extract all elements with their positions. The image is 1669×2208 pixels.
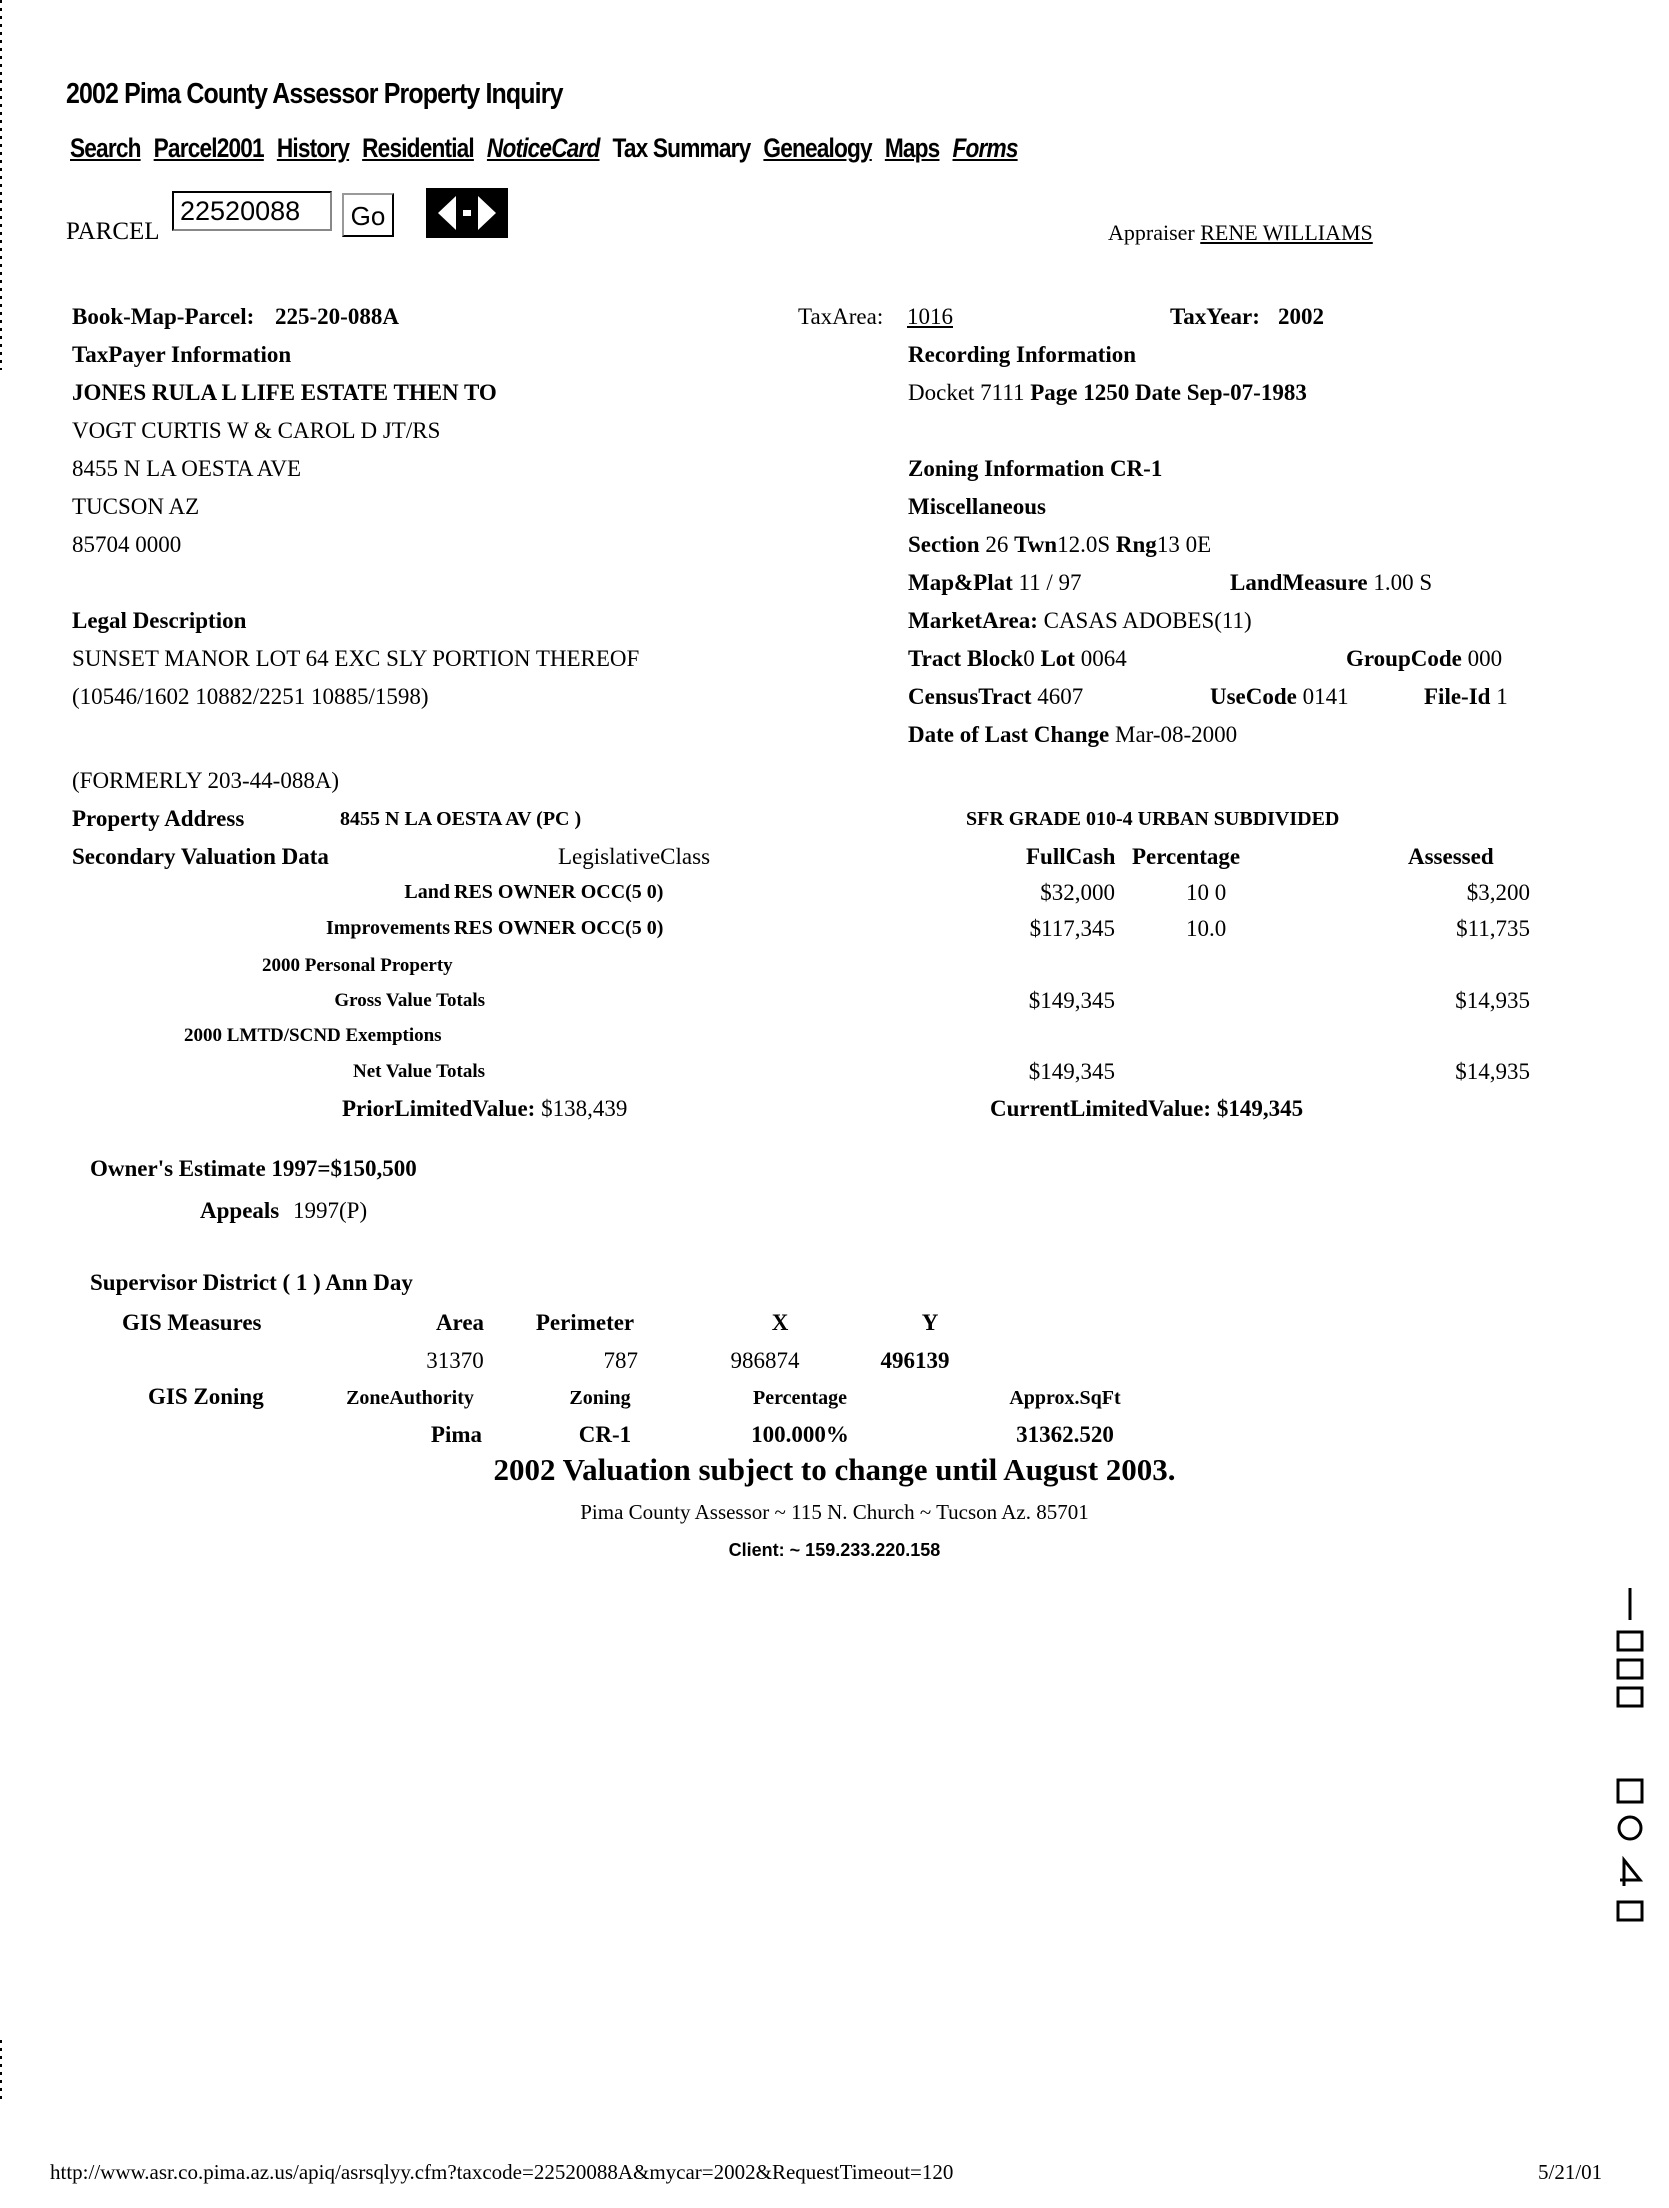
scan-stamp [1600, 1580, 1660, 1950]
censustract-line [908, 684, 1083, 710]
appraiser-name[interactable]: RENE WILLIAMS [1200, 220, 1373, 245]
taxyear-label: TaxYear: [1170, 304, 1260, 329]
gis-x-value: 986874 [730, 1348, 800, 1373]
groupcode-line [1346, 646, 1502, 672]
current-limited-line [990, 1096, 1303, 1122]
landmeasure-line [1230, 570, 1432, 596]
legal-line: (FORMERLY 203-44-088A) [72, 768, 340, 793]
appraiser-label: Appraiser [1108, 220, 1195, 245]
net-assessed: $14,935 [1455, 1059, 1530, 1084]
supervisor-district: Supervisor District ( 1 ) Ann Day [90, 1270, 413, 1295]
landmeasure-label: LandMeasure [1230, 570, 1368, 595]
lot-value: 0064 [1080, 646, 1127, 671]
section-line [908, 532, 1211, 558]
landmeasure-value: 1.00 S [1373, 570, 1433, 595]
current-limited-value: $149,345 [1216, 1096, 1304, 1121]
improvements-label: Improvements [325, 917, 450, 939]
scan-edge-mark [0, 2040, 2, 2100]
taxpayer-line: 85704 0000 [72, 532, 182, 557]
stamp-digit-icon [1618, 1588, 1642, 1920]
valuation-heading: Secondary Valuation Data [72, 844, 329, 869]
legal-line: (10546/1602 10882/2251 10885/1598) [72, 684, 429, 709]
gis-y-value: 496139 [880, 1348, 950, 1373]
gross-fullcash: $149,345 [1028, 988, 1115, 1013]
land-label: Land [404, 881, 450, 903]
gis-area-header: Area [435, 1310, 485, 1335]
docket-label: Docket [908, 380, 975, 405]
page-label: Page [1030, 380, 1078, 405]
taxpayer-line: VOGT CURTIS W & CAROL D JT/RS [72, 418, 441, 443]
recording-heading: Recording Information [908, 342, 1137, 367]
twn-value: 12.0S [1057, 532, 1111, 557]
zoning-label: Zoning Information [908, 456, 1105, 481]
prior-limited-value: $138,439 [541, 1096, 628, 1121]
current-limited-label: CurrentLimitedValue: [990, 1096, 1212, 1121]
prev-next-arrows [426, 188, 508, 238]
zoning-value: CR-1 [1109, 456, 1163, 481]
prior-limited-label: PriorLimitedValue: [342, 1096, 536, 1121]
taxpayer-line: 8455 N LA OESTA AVE [72, 456, 302, 481]
gis-zoning-header: Zoning [569, 1387, 631, 1409]
improvements-pct: 10.0 [1186, 916, 1227, 941]
block-label: Block [966, 646, 1024, 671]
gis-zoning-value: CR-1 [578, 1422, 632, 1447]
prior-limited-line [342, 1096, 627, 1122]
assessor-address: Pima County Assessor ~ 115 N. Church ~ Tucson Az. 85701 [580, 1500, 1089, 1524]
tract-label: Tract [908, 646, 962, 671]
property-address-label: Property Address [72, 806, 245, 831]
land-fullcash: $32,000 [1040, 880, 1115, 905]
property-address-value: 8455 N LA OESTA AV (PC ) [340, 808, 582, 830]
gis-perimeter-value: 787 [603, 1348, 638, 1373]
groupcode-label: GroupCode [1346, 646, 1462, 671]
rng-value: 13 0E [1156, 532, 1212, 557]
marketarea-line [908, 608, 1252, 634]
docket-value: 7111 [980, 380, 1025, 405]
taxyear-value: 2002 [1278, 304, 1324, 329]
fileid-line [1424, 684, 1508, 710]
gis-measures-label: GIS Measures [122, 1310, 262, 1335]
taxarea-link[interactable]: 1016 [907, 304, 953, 329]
improvements-assessed: $11,735 [1456, 916, 1530, 941]
usecode-value: 0141 [1302, 684, 1349, 709]
legal-heading: Legal Description [72, 608, 247, 633]
land-class: RES OWNER OCC(5 0) [454, 881, 664, 903]
section-label: Section [908, 532, 980, 557]
nav-history-link[interactable]: History [276, 133, 350, 163]
col-legislative-header: LegislativeClass [558, 844, 711, 869]
nav-noticecard-link[interactable]: NoticeCard [486, 133, 600, 163]
appeals-label: Appeals [200, 1198, 280, 1223]
net-totals-label: Net Value Totals [353, 1061, 485, 1082]
gross-assessed: $14,935 [1455, 988, 1530, 1013]
arrow-divider-icon [463, 210, 471, 216]
nav-bar [70, 133, 1025, 164]
gis-x-header: X [771, 1310, 789, 1335]
land-assessed: $3,200 [1466, 880, 1530, 905]
owner-estimate: Owner's Estimate 1997=$150,500 [90, 1156, 417, 1181]
taxpayer-line: JONES RULA L LIFE ESTATE THEN TO [72, 380, 497, 405]
mapplat-label: Map&Plat [908, 570, 1013, 595]
nav-search-link[interactable]: Search [70, 133, 141, 163]
land-pct: 10 0 [1186, 880, 1227, 905]
gis-sqft-value: 31362.520 [1016, 1422, 1114, 1447]
block-value: 0 [1023, 646, 1035, 671]
marketarea-value: CASAS ADOBES(11) [1043, 608, 1252, 633]
legal-line: SUNSET MANOR LOT 64 EXC SLY PORTION THEREOF [72, 646, 640, 671]
net-fullcash: $149,345 [1028, 1059, 1115, 1084]
fileid-label: File-Id [1424, 684, 1491, 709]
section-value: 26 [985, 532, 1009, 557]
parcel-input[interactable]: 22520088 [172, 191, 332, 231]
nav-forms-link[interactable]: Forms [952, 133, 1018, 163]
taxpayer-heading: TaxPayer Information [72, 342, 292, 367]
bmp-label: Book-Map-Parcel: [72, 304, 255, 329]
taxarea-label: TaxArea: [798, 304, 884, 329]
gis-pct-value: 100.000% [751, 1422, 849, 1447]
rng-label: Rng [1115, 532, 1157, 557]
gis-zoning-label: GIS Zoning [148, 1384, 264, 1409]
prev-arrow-icon[interactable] [438, 196, 456, 230]
lastchange-label: Date of Last Change [908, 722, 1110, 747]
recording-line [908, 380, 1307, 406]
footer-date: 5/21/01 [1538, 2160, 1603, 2184]
usecode-label: UseCode [1210, 684, 1297, 709]
personal-property-label: 2000 Personal Property [262, 955, 453, 976]
marketarea-label: MarketArea: [908, 608, 1038, 633]
mapplat-value: 11 / 97 [1018, 570, 1082, 595]
groupcode-value: 000 [1467, 646, 1503, 671]
nav-tax-summary-link[interactable]: Tax Summary [612, 133, 751, 163]
footer-url: http://www.asr.co.pima.az.us/apiq/asrsqlyy.cfm?taxcode=22520088A&mycar=2002&RequestTimeout=120 [50, 2160, 954, 2184]
nav-maps-link[interactable]: Maps [884, 133, 940, 163]
page-value: 1250 [1083, 380, 1130, 405]
gis-authority-value: Pima [430, 1422, 482, 1447]
parcel-label: PARCEL [66, 218, 160, 245]
gis-area-value: 31370 [426, 1348, 484, 1373]
gis-sqft-header: Approx.SqFt [1009, 1387, 1121, 1409]
censustract-value: 4607 [1037, 684, 1084, 709]
zoning-info [908, 456, 1162, 482]
fileid-value: 1 [1496, 684, 1508, 709]
misc-heading: Miscellaneous [908, 494, 1046, 519]
gis-authority-header: ZoneAuthority [346, 1387, 474, 1409]
gis-perimeter-header: Perimeter [535, 1310, 635, 1335]
lastchange-value: Mar-08-2000 [1115, 722, 1238, 747]
client-ip: Client: ~ 159.233.220.158 [728, 1540, 941, 1560]
exemptions-label: 2000 LMTD/SCND Exemptions [184, 1025, 442, 1046]
next-arrow-icon[interactable] [478, 196, 496, 230]
improvements-class: RES OWNER OCC(5 0) [454, 917, 664, 939]
gis-y-header: Y [921, 1310, 939, 1335]
taxpayer-line: TUCSON AZ [72, 494, 200, 519]
improvements-fullcash: $117,345 [1029, 916, 1115, 941]
nav-genealogy-link[interactable]: Genealogy [763, 133, 872, 163]
valuation-notice: 2002 Valuation subject to change until August 2003. [493, 1452, 1176, 1487]
date-value: Sep-07-1983 [1186, 380, 1307, 405]
gross-totals-label: Gross Value Totals [334, 990, 485, 1011]
col-fullcash-header: FullCash [1026, 844, 1116, 869]
lot-label: Lot [1040, 646, 1075, 671]
col-assessed-header: Assessed [1408, 844, 1494, 869]
tract-line [908, 646, 1127, 672]
appraiser [1108, 220, 1373, 246]
nav-parcel2001-link[interactable]: Parcel2001 [153, 133, 264, 163]
sfr-grade: SFR GRADE 010-4 URBAN SUBDIVIDED [966, 808, 1340, 830]
gis-pct-header: Percentage [752, 1387, 848, 1409]
censustract-label: CensusTract [908, 684, 1032, 709]
page-title: 2002 Pima County Assessor Property Inquiry [66, 78, 563, 110]
nav-residential-link[interactable]: Residential [362, 133, 474, 163]
appeals-value: 1997(P) [293, 1198, 368, 1223]
go-button[interactable]: Go [342, 193, 394, 237]
appeals-line [200, 1198, 367, 1224]
lastchange-line [908, 722, 1237, 748]
date-label: Date [1134, 380, 1181, 405]
bmp-value: 225-20-088A [275, 304, 399, 329]
scan-edge-mark [0, 0, 2, 370]
mapplat-line [908, 570, 1082, 596]
col-percentage-header: Percentage [1132, 844, 1241, 869]
usecode-line [1210, 684, 1349, 710]
twn-label: Twn [1014, 532, 1058, 557]
